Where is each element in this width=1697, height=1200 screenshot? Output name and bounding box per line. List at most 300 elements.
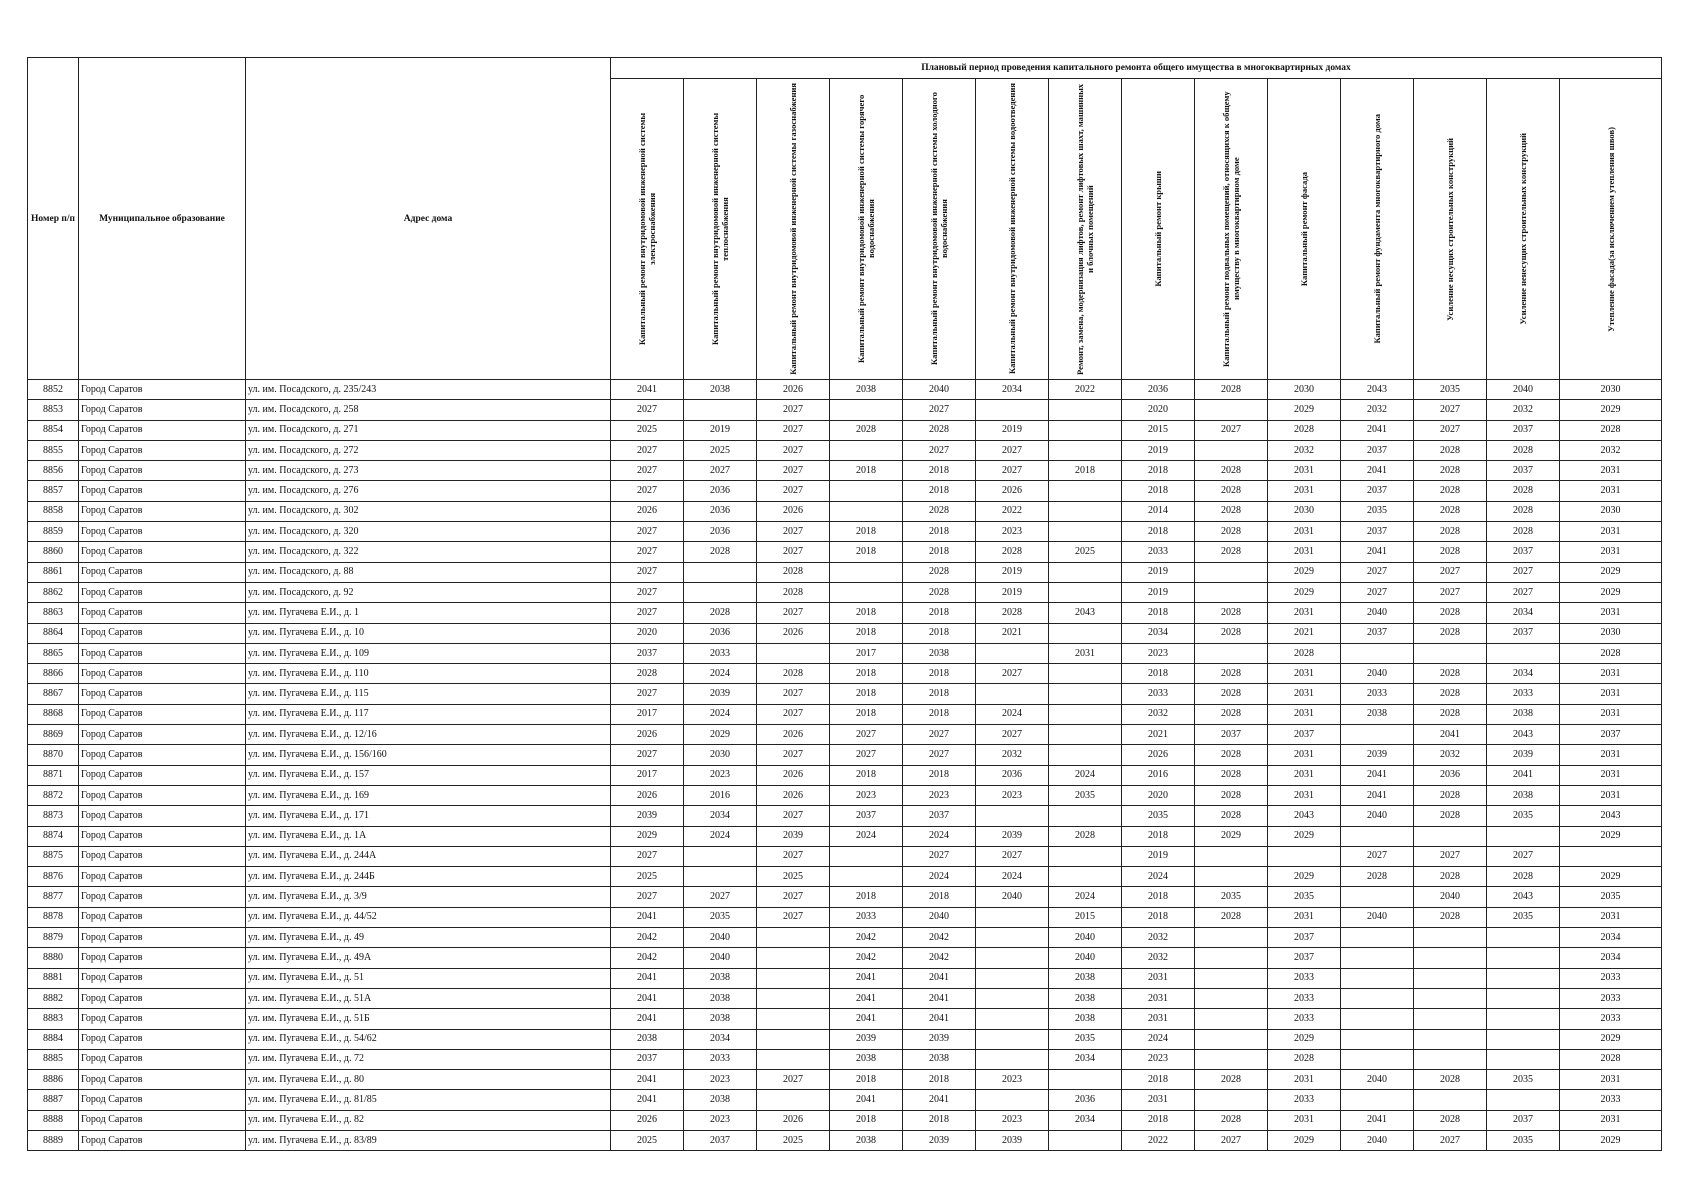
year-cell: 2037 — [1487, 623, 1560, 643]
year-cell: 2037 — [1487, 461, 1560, 481]
year-cell: 2018 — [1122, 461, 1195, 481]
row-number: 8877 — [28, 887, 79, 907]
year-cell — [1195, 582, 1268, 602]
year-cell: 2028 — [1195, 745, 1268, 765]
year-cell: 2031 — [1122, 1090, 1195, 1110]
year-cell: 2025 — [611, 1130, 684, 1150]
year-cell: 2028 — [1414, 440, 1487, 460]
year-cell: 2029 — [1560, 867, 1662, 887]
row-municipality: Город Саратов — [79, 826, 246, 846]
year-cell: 2042 — [903, 948, 976, 968]
year-cell — [1487, 928, 1560, 948]
year-cell: 2027 — [903, 725, 976, 745]
year-cell: 2035 — [1268, 887, 1341, 907]
year-cell — [757, 1009, 830, 1029]
year-cell: 2018 — [903, 542, 976, 562]
year-cell: 2028 — [1414, 542, 1487, 562]
year-cell — [757, 948, 830, 968]
row-municipality: Город Саратов — [79, 765, 246, 785]
header-work-label: Капитальный ремонт внутридомовой инженерной системы газоснабжения — [788, 83, 798, 375]
year-cell: 2028 — [1414, 481, 1487, 501]
year-cell: 2028 — [976, 542, 1049, 562]
year-cell: 2024 — [1049, 765, 1122, 785]
year-cell: 2025 — [757, 1130, 830, 1150]
year-cell: 2015 — [1049, 907, 1122, 927]
row-number: 8856 — [28, 461, 79, 481]
year-cell: 2025 — [611, 420, 684, 440]
year-cell: 2029 — [611, 826, 684, 846]
year-cell: 2018 — [903, 461, 976, 481]
year-cell: 2039 — [1341, 745, 1414, 765]
year-cell: 2028 — [1560, 420, 1662, 440]
year-cell: 2028 — [1414, 806, 1487, 826]
year-cell: 2028 — [1195, 542, 1268, 562]
row-address: ул. им. Пугачева Е.И., д. 244А — [246, 846, 611, 866]
year-cell: 2037 — [1195, 725, 1268, 745]
year-cell: 2023 — [976, 522, 1049, 542]
year-cell: 2038 — [1487, 785, 1560, 805]
year-cell — [976, 400, 1049, 420]
row-number: 8882 — [28, 988, 79, 1008]
year-cell: 2026 — [757, 725, 830, 745]
row-address: ул. им. Посадского, д. 258 — [246, 400, 611, 420]
year-cell: 2037 — [1268, 725, 1341, 745]
row-municipality: Город Саратов — [79, 603, 246, 623]
year-cell: 2028 — [1195, 704, 1268, 724]
year-cell: 2035 — [1414, 380, 1487, 400]
year-cell: 2038 — [684, 988, 757, 1008]
year-cell: 2042 — [903, 928, 976, 948]
header-work-label: Капитальный ремонт фасада — [1299, 171, 1309, 287]
year-cell — [830, 846, 903, 866]
year-cell: 2028 — [1195, 481, 1268, 501]
row-number: 8889 — [28, 1130, 79, 1150]
year-cell — [1195, 948, 1268, 968]
year-cell: 2022 — [1049, 380, 1122, 400]
year-cell — [757, 1049, 830, 1069]
year-cell: 2028 — [903, 562, 976, 582]
table-row — [28, 582, 1662, 602]
year-cell — [757, 968, 830, 988]
year-cell: 2035 — [1487, 907, 1560, 927]
row-municipality: Город Саратов — [79, 725, 246, 745]
year-cell — [1414, 1029, 1487, 1049]
year-cell: 2027 — [611, 846, 684, 866]
row-address: ул. им. Пугачева Е.И., д. 3/9 — [246, 887, 611, 907]
header-work-8 — [1122, 79, 1195, 380]
year-cell: 2018 — [830, 765, 903, 785]
row-municipality: Город Саратов — [79, 542, 246, 562]
year-cell — [1195, 1090, 1268, 1110]
header-work-9 — [1195, 79, 1268, 380]
year-cell: 2031 — [1268, 785, 1341, 805]
row-number: 8888 — [28, 1110, 79, 1130]
year-cell: 2024 — [684, 704, 757, 724]
row-municipality: Город Саратов — [79, 522, 246, 542]
year-cell: 2037 — [1560, 725, 1662, 745]
year-cell — [976, 988, 1049, 1008]
row-address: ул. им. Пугачева Е.И., д. 109 — [246, 643, 611, 663]
year-cell: 2031 — [1268, 907, 1341, 927]
year-cell: 2027 — [757, 806, 830, 826]
year-cell — [1341, 948, 1414, 968]
year-cell: 2031 — [1560, 461, 1662, 481]
year-cell: 2020 — [1122, 400, 1195, 420]
year-cell: 2028 — [1487, 867, 1560, 887]
header-work-label: Капитальный ремонт крыши — [1153, 171, 1163, 287]
year-cell: 2027 — [976, 846, 1049, 866]
year-cell: 2031 — [1560, 765, 1662, 785]
row-number: 8884 — [28, 1029, 79, 1049]
year-cell — [1049, 582, 1122, 602]
year-cell: 2038 — [684, 968, 757, 988]
year-cell — [1487, 826, 1560, 846]
row-municipality: Город Саратов — [79, 380, 246, 400]
year-cell: 2040 — [1049, 948, 1122, 968]
year-cell: 2028 — [1414, 1070, 1487, 1090]
year-cell — [976, 806, 1049, 826]
year-cell: 2031 — [1268, 481, 1341, 501]
year-cell: 2018 — [903, 481, 976, 501]
year-cell: 2031 — [1560, 664, 1662, 684]
year-cell: 2026 — [757, 1110, 830, 1130]
year-cell: 2042 — [611, 928, 684, 948]
year-cell — [1341, 968, 1414, 988]
year-cell — [976, 948, 1049, 968]
year-cell: 2027 — [1487, 582, 1560, 602]
year-cell — [1049, 867, 1122, 887]
year-cell: 2027 — [830, 725, 903, 745]
year-cell: 2027 — [757, 461, 830, 481]
year-cell: 2043 — [1560, 806, 1662, 826]
row-address: ул. им. Пугачева Е.И., д. 44/52 — [246, 907, 611, 927]
year-cell: 2027 — [976, 440, 1049, 460]
year-cell — [976, 1090, 1049, 1110]
year-cell: 2028 — [1560, 643, 1662, 663]
row-municipality: Город Саратов — [79, 745, 246, 765]
year-cell — [1487, 1029, 1560, 1049]
row-municipality: Город Саратов — [79, 501, 246, 521]
year-cell: 2032 — [1487, 400, 1560, 420]
table-row — [28, 522, 1662, 542]
year-cell: 2040 — [1341, 806, 1414, 826]
year-cell: 2031 — [1560, 684, 1662, 704]
year-cell: 2026 — [757, 785, 830, 805]
row-number: 8860 — [28, 542, 79, 562]
year-cell: 2028 — [1341, 867, 1414, 887]
row-number: 8857 — [28, 481, 79, 501]
header-work-label: Капитальный ремонт внутридомовой инженерной системы холодного водоснабжения — [929, 92, 949, 366]
year-cell: 2027 — [903, 400, 976, 420]
year-cell — [1341, 1090, 1414, 1110]
year-cell: 2018 — [830, 664, 903, 684]
table-row — [28, 380, 1662, 400]
year-cell: 2027 — [611, 582, 684, 602]
year-cell: 2028 — [1414, 522, 1487, 542]
year-cell — [1414, 968, 1487, 988]
year-cell: 2043 — [1487, 725, 1560, 745]
year-cell — [1341, 1029, 1414, 1049]
year-cell: 2029 — [1560, 582, 1662, 602]
year-cell — [1195, 846, 1268, 866]
year-cell: 2027 — [611, 562, 684, 582]
table-row — [28, 481, 1662, 501]
year-cell: 2036 — [976, 765, 1049, 785]
year-cell — [830, 400, 903, 420]
year-cell: 2029 — [1560, 1029, 1662, 1049]
year-cell: 2018 — [1122, 664, 1195, 684]
row-number: 8868 — [28, 704, 79, 724]
year-cell — [1341, 988, 1414, 1008]
year-cell: 2033 — [1560, 968, 1662, 988]
year-cell: 2027 — [1487, 846, 1560, 866]
row-address: ул. им. Пугачева Е.И., д. 72 — [246, 1049, 611, 1069]
year-cell: 2018 — [903, 522, 976, 542]
row-municipality: Город Саратов — [79, 400, 246, 420]
year-cell: 2033 — [1560, 1009, 1662, 1029]
year-cell: 2029 — [1560, 400, 1662, 420]
year-cell: 2039 — [903, 1029, 976, 1049]
year-cell: 2038 — [1049, 988, 1122, 1008]
year-cell: 2026 — [976, 481, 1049, 501]
table-row — [28, 948, 1662, 968]
year-cell: 2027 — [611, 603, 684, 623]
year-cell: 2034 — [1049, 1110, 1122, 1130]
year-cell — [1487, 1009, 1560, 1029]
year-cell: 2027 — [1195, 1130, 1268, 1150]
year-cell: 2026 — [611, 501, 684, 521]
year-cell: 2028 — [1195, 501, 1268, 521]
year-cell: 2031 — [1560, 704, 1662, 724]
row-municipality: Город Саратов — [79, 1070, 246, 1090]
year-cell: 2028 — [1414, 623, 1487, 643]
year-cell: 2040 — [684, 928, 757, 948]
year-cell — [1341, 1009, 1414, 1029]
year-cell: 2039 — [976, 826, 1049, 846]
year-cell — [757, 1029, 830, 1049]
year-cell: 2023 — [1122, 1049, 1195, 1069]
year-cell: 2025 — [1049, 542, 1122, 562]
year-cell: 2033 — [1487, 684, 1560, 704]
year-cell: 2028 — [757, 562, 830, 582]
year-cell: 2031 — [1122, 968, 1195, 988]
header-work-label: Капитальный ремонт внутридомовой инженерной системы горячего водоснабжения — [856, 94, 876, 364]
year-cell: 2039 — [976, 1130, 1049, 1150]
year-cell: 2028 — [1414, 785, 1487, 805]
year-cell: 2027 — [757, 481, 830, 501]
year-cell: 2017 — [611, 704, 684, 724]
year-cell — [1195, 968, 1268, 988]
year-cell: 2014 — [1122, 501, 1195, 521]
year-cell: 2024 — [903, 867, 976, 887]
year-cell: 2028 — [1195, 1110, 1268, 1130]
table-row — [28, 907, 1662, 927]
year-cell — [1414, 1049, 1487, 1069]
row-address: ул. им. Пугачева Е.И., д. 83/89 — [246, 1130, 611, 1150]
year-cell: 2031 — [1268, 461, 1341, 481]
row-number: 8867 — [28, 684, 79, 704]
year-cell — [976, 643, 1049, 663]
year-cell — [757, 643, 830, 663]
row-address: ул. им. Пугачева Е.И., д. 80 — [246, 1070, 611, 1090]
year-cell: 2038 — [684, 380, 757, 400]
year-cell: 2027 — [1414, 846, 1487, 866]
year-cell: 2018 — [1122, 887, 1195, 907]
year-cell: 2028 — [757, 664, 830, 684]
year-cell: 2039 — [684, 684, 757, 704]
year-cell: 2031 — [1560, 603, 1662, 623]
year-cell — [1195, 1009, 1268, 1029]
year-cell: 2028 — [1195, 380, 1268, 400]
year-cell: 2019 — [1122, 440, 1195, 460]
table-row — [28, 1049, 1662, 1069]
year-cell: 2023 — [976, 1110, 1049, 1130]
year-cell: 2028 — [1414, 603, 1487, 623]
year-cell: 2041 — [1341, 785, 1414, 805]
year-cell: 2031 — [1268, 603, 1341, 623]
table-row — [28, 704, 1662, 724]
year-cell — [1341, 826, 1414, 846]
year-cell: 2039 — [757, 826, 830, 846]
year-cell — [976, 928, 1049, 948]
year-cell: 2036 — [1414, 765, 1487, 785]
year-cell: 2028 — [1414, 867, 1487, 887]
year-cell: 2031 — [1268, 1070, 1341, 1090]
year-cell: 2024 — [684, 664, 757, 684]
row-municipality: Город Саратов — [79, 928, 246, 948]
year-cell: 2019 — [1122, 582, 1195, 602]
year-cell: 2034 — [1560, 948, 1662, 968]
year-cell — [1049, 1130, 1122, 1150]
year-cell — [1195, 988, 1268, 1008]
year-cell: 2028 — [1487, 522, 1560, 542]
year-cell: 2036 — [684, 501, 757, 521]
row-address: ул. им. Посадского, д. 322 — [246, 542, 611, 562]
year-cell: 2039 — [611, 806, 684, 826]
year-cell: 2042 — [830, 948, 903, 968]
year-cell: 2037 — [611, 643, 684, 663]
row-number: 8862 — [28, 582, 79, 602]
year-cell: 2023 — [684, 1110, 757, 1130]
year-cell: 2016 — [684, 785, 757, 805]
row-municipality: Город Саратов — [79, 643, 246, 663]
year-cell: 2028 — [1268, 420, 1341, 440]
year-cell: 2041 — [903, 968, 976, 988]
row-number: 8855 — [28, 440, 79, 460]
row-number: 8875 — [28, 846, 79, 866]
year-cell: 2031 — [1268, 704, 1341, 724]
year-cell: 2027 — [684, 887, 757, 907]
year-cell: 2018 — [1122, 1070, 1195, 1090]
year-cell — [1195, 562, 1268, 582]
year-cell: 2040 — [1341, 907, 1414, 927]
header-work-10 — [1268, 79, 1341, 380]
year-cell: 2039 — [903, 1130, 976, 1150]
table-row — [28, 542, 1662, 562]
year-cell: 2030 — [1268, 380, 1341, 400]
year-cell: 2027 — [830, 745, 903, 765]
year-cell: 2021 — [976, 623, 1049, 643]
year-cell — [1487, 1090, 1560, 1110]
year-cell: 2040 — [976, 887, 1049, 907]
year-cell: 2017 — [611, 765, 684, 785]
year-cell: 2028 — [1195, 522, 1268, 542]
year-cell: 2026 — [757, 765, 830, 785]
year-cell: 2018 — [830, 461, 903, 481]
year-cell: 2031 — [1560, 1070, 1662, 1090]
year-cell: 2018 — [1122, 481, 1195, 501]
year-cell: 2042 — [611, 948, 684, 968]
year-cell — [1049, 562, 1122, 582]
year-cell: 2027 — [757, 1070, 830, 1090]
table-row — [28, 867, 1662, 887]
row-municipality: Город Саратов — [79, 582, 246, 602]
year-cell: 2028 — [1487, 481, 1560, 501]
year-cell: 2028 — [1049, 826, 1122, 846]
year-cell — [1049, 440, 1122, 460]
year-cell: 2027 — [903, 745, 976, 765]
year-cell: 2036 — [684, 623, 757, 643]
year-cell: 2027 — [903, 440, 976, 460]
year-cell — [1487, 948, 1560, 968]
year-cell: 2027 — [757, 684, 830, 704]
year-cell: 2026 — [611, 725, 684, 745]
year-cell — [684, 582, 757, 602]
year-cell: 2031 — [1268, 542, 1341, 562]
year-cell: 2027 — [611, 461, 684, 481]
table-row — [28, 745, 1662, 765]
header-work-label: Капитальный ремонт фундамента многоквартирного дома — [1372, 114, 1382, 344]
year-cell: 2037 — [1268, 928, 1341, 948]
table-row — [28, 725, 1662, 745]
row-address: ул. им. Пугачева Е.И., д. 244Б — [246, 867, 611, 887]
year-cell — [976, 1029, 1049, 1049]
year-cell — [976, 684, 1049, 704]
year-cell: 2036 — [1122, 380, 1195, 400]
year-cell: 2029 — [1268, 400, 1341, 420]
table-row — [28, 846, 1662, 866]
year-cell: 2027 — [684, 461, 757, 481]
year-cell — [1414, 988, 1487, 1008]
year-cell: 2038 — [1487, 704, 1560, 724]
year-cell: 2033 — [1268, 1090, 1341, 1110]
year-cell: 2029 — [684, 725, 757, 745]
year-cell: 2034 — [1122, 623, 1195, 643]
table-row — [28, 928, 1662, 948]
year-cell: 2041 — [1341, 1110, 1414, 1130]
header-work-12 — [1414, 79, 1487, 380]
row-address: ул. им. Пугачева Е.И., д. 171 — [246, 806, 611, 826]
year-cell: 2028 — [1487, 501, 1560, 521]
year-cell — [1049, 684, 1122, 704]
year-cell: 2035 — [1487, 1130, 1560, 1150]
header-planned-period: Плановый период проведения капитального ремонта общего имущества в многоквартирных домах — [611, 58, 1662, 79]
year-cell: 2029 — [1560, 826, 1662, 846]
year-cell — [757, 928, 830, 948]
year-cell — [1195, 643, 1268, 663]
year-cell — [1195, 440, 1268, 460]
header-work-label: Капитальный ремонт внутридомовой инженерной системы теплоснабжения — [710, 112, 730, 346]
year-cell: 2027 — [757, 522, 830, 542]
year-cell — [1414, 826, 1487, 846]
year-cell: 2032 — [1560, 440, 1662, 460]
year-cell: 2027 — [757, 704, 830, 724]
year-cell — [830, 501, 903, 521]
year-cell: 2042 — [830, 928, 903, 948]
year-cell: 2027 — [757, 400, 830, 420]
year-cell: 2033 — [1268, 988, 1341, 1008]
year-cell — [684, 400, 757, 420]
